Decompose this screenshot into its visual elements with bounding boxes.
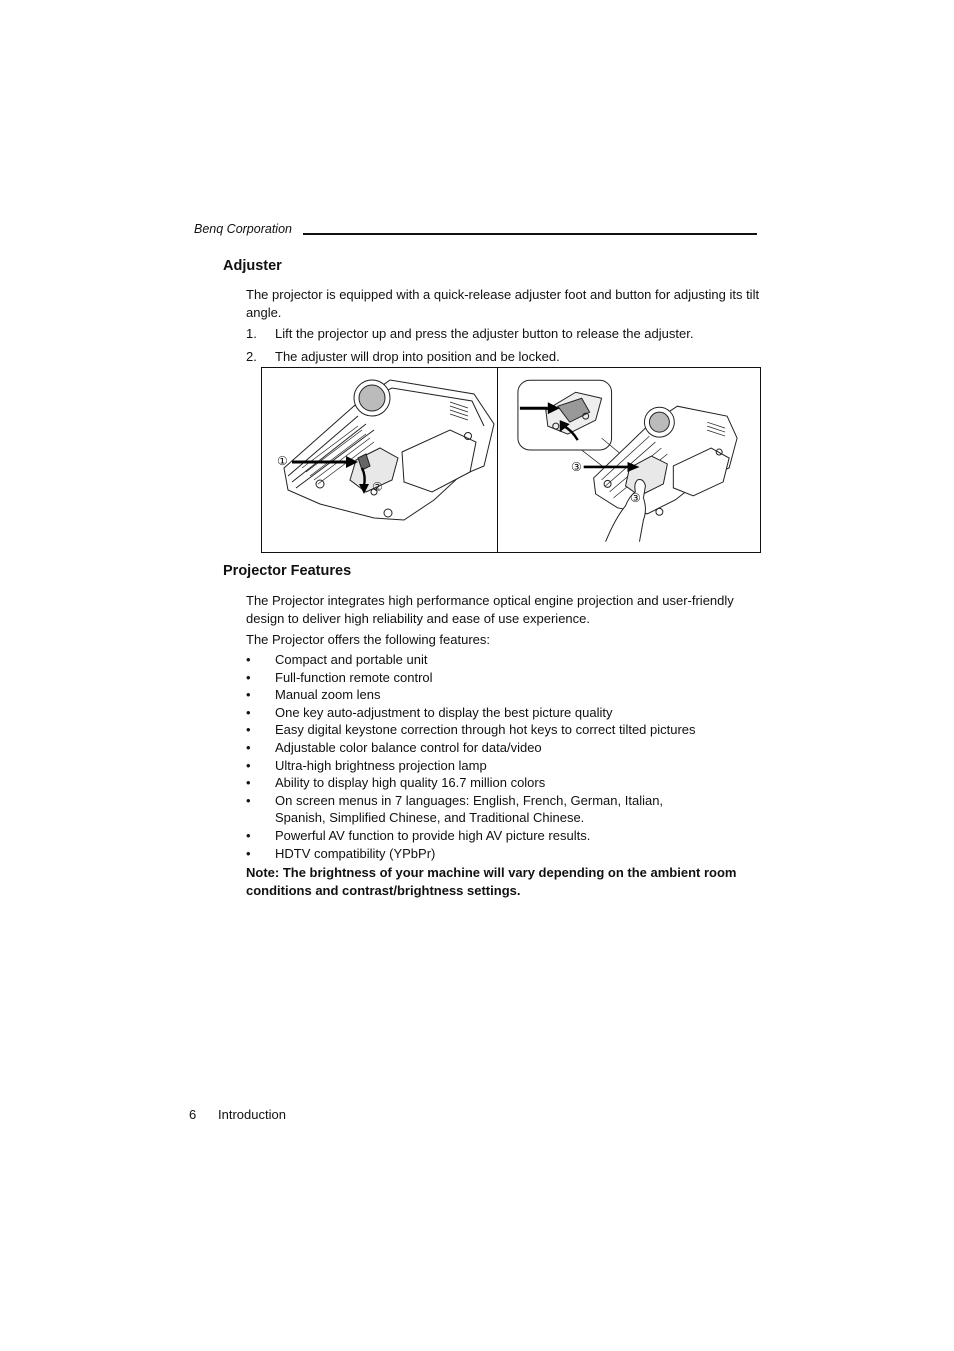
brightness-note: Note: The brightness of your machine will vary depending on the ambient room conditions and contrast/brightness settings. [246, 865, 737, 898]
list-item [246, 792, 761, 827]
feature-text: Adjustable color balance control for data/video [275, 739, 542, 755]
list-item [246, 774, 761, 792]
running-header: Benq Corporation [194, 222, 292, 236]
list-item [246, 669, 761, 687]
bullet: • [246, 739, 251, 755]
figure-panel-release [262, 368, 498, 552]
adjuster-heading: Adjuster [223, 258, 282, 274]
list-item [246, 325, 761, 343]
features-heading: Projector Features [223, 563, 352, 579]
features-lead: The Projector offers the following features: [246, 632, 490, 647]
callout-3-top: ③ [571, 460, 582, 474]
bullet: • [246, 827, 251, 843]
list-item [246, 757, 761, 775]
figure-panel-lock [498, 368, 760, 552]
footer-section: Introduction [218, 1107, 286, 1122]
feature-text: Powerful AV function to provide high AV picture results. [275, 827, 591, 843]
page-number: 6 [189, 1107, 197, 1122]
bullet: • [246, 722, 251, 738]
bullet: • [246, 792, 251, 808]
feature-text: Manual zoom lens [275, 687, 381, 703]
header-rule [303, 233, 757, 235]
bullet: • [246, 687, 251, 703]
adjuster-steps [246, 325, 761, 365]
step-text: Lift the projector up and press the adjuster button to release the adjuster. [275, 326, 694, 341]
bullet: • [246, 757, 251, 773]
features-list [246, 651, 761, 862]
bullet: • [246, 775, 251, 791]
feature-text: One key auto-adjustment to display the best picture quality [275, 704, 613, 720]
bullet: • [246, 845, 251, 861]
step-text: The adjuster will drop into position and be locked. [275, 348, 560, 364]
callout-3-bottom: ③ [630, 491, 641, 505]
feature-text: Ultra-high brightness projection lamp [275, 757, 487, 773]
list-item [246, 827, 761, 845]
feature-text: Ability to display high quality 16.7 million colors [275, 775, 546, 791]
feature-text: On screen menus in 7 languages: English, French, German, Italian, Spanish, Simplified Chinese, and Traditional Chinese. [275, 792, 664, 826]
list-item [246, 348, 761, 366]
bullet: • [246, 652, 251, 667]
callout-1: ① [277, 454, 288, 468]
adjuster-body [246, 286, 761, 370]
step-number: 1. [246, 326, 257, 341]
bullet: • [246, 669, 251, 685]
feature-text: Easy digital keystone correction through hot keys to correct tilted pictures [275, 722, 696, 738]
adjuster-figure [261, 367, 761, 553]
feature-text: HDTV compatibility (YPbPr) [275, 845, 436, 861]
feature-text: Full-function remote control [275, 669, 433, 685]
feature-text: Compact and portable unit [275, 652, 428, 667]
callout-2: ② [372, 480, 383, 494]
bullet: • [246, 704, 251, 720]
projector-lock-illustration [498, 368, 760, 552]
list-item [246, 739, 761, 757]
list-item [246, 845, 761, 863]
adjuster-intro: The projector is equipped with a quick-release adjuster foot and button for adjusting its tilt angle. [246, 287, 760, 320]
list-item [246, 721, 761, 739]
list-item [246, 651, 761, 669]
list-item [246, 704, 761, 722]
features-intro: The Projector integrates high performance optical engine projection and user-friendly design to deliver high reliability and ease of use experience. [246, 593, 734, 626]
list-item [246, 686, 761, 704]
features-body [246, 592, 761, 862]
projector-release-illustration [262, 368, 497, 552]
step-number: 2. [246, 348, 257, 364]
